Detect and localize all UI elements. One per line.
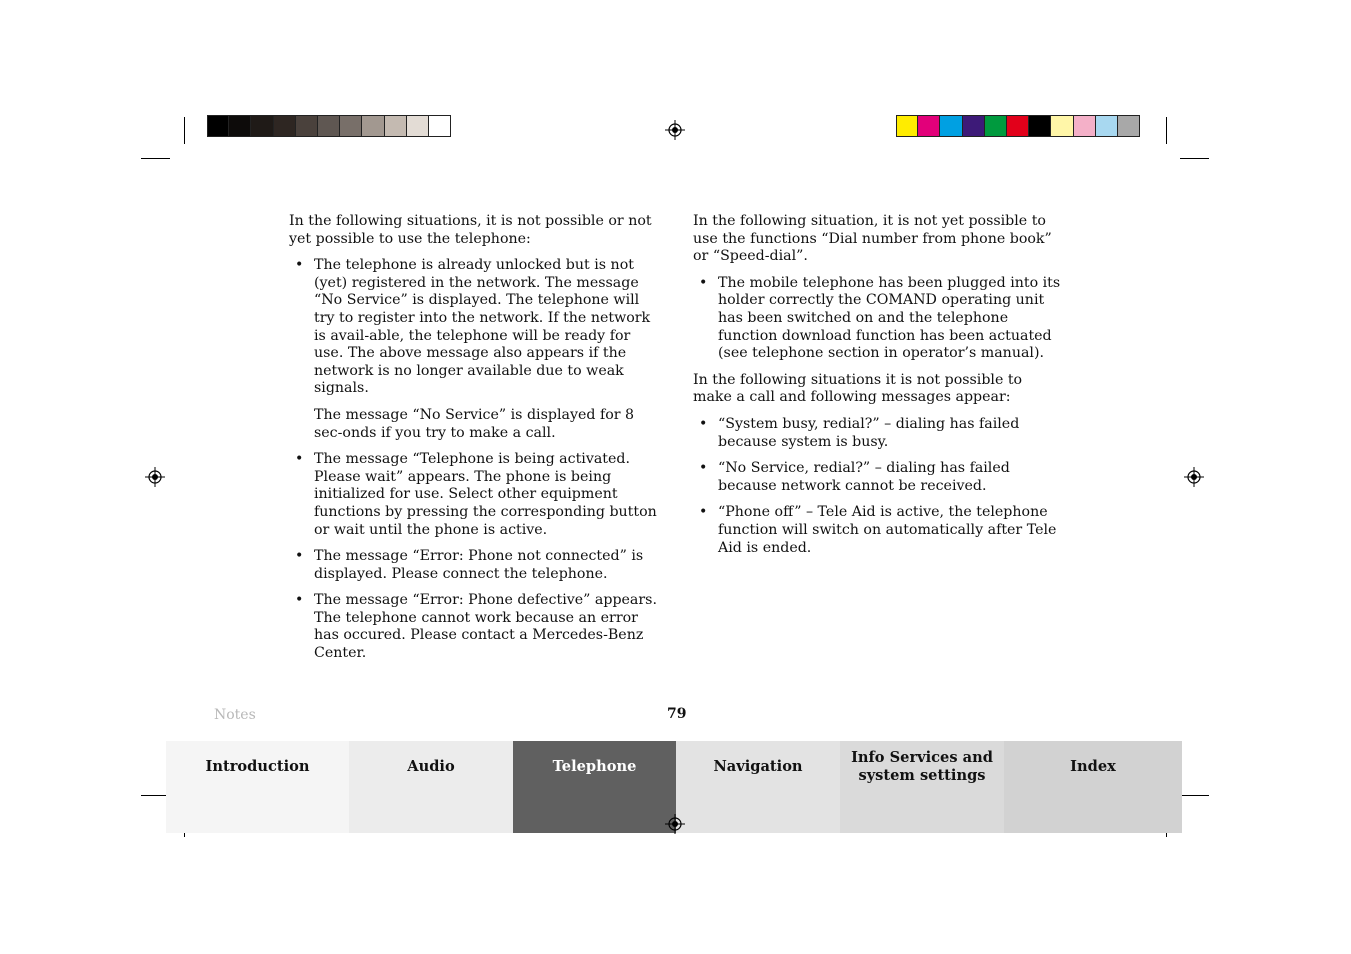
situation-list xyxy=(289,257,657,398)
intro-paragraph: In the following situation, it is not yet possible to use the functions “Dial number from phone book” or “Speed-dial”. xyxy=(693,213,1052,265)
color-swatch xyxy=(296,115,318,137)
list-item: • “Phone off” – Tele Aid is active, the telephone function will switch on automatically after Tele Aid is ended. xyxy=(693,504,1061,557)
situation-list xyxy=(693,275,1061,363)
message-list xyxy=(693,416,1061,557)
color-swatch xyxy=(318,115,340,137)
color-swatch xyxy=(251,115,273,137)
process-color-bar xyxy=(896,115,1140,137)
intro-paragraph: In the following situations, it is not possible or not yet possible to use the telephone: xyxy=(289,213,652,247)
section-label: Notes xyxy=(214,707,256,723)
tab-introduction[interactable] xyxy=(166,741,349,833)
list-item: • The message “Telephone is being activated. Please wait” appears. The phone is being initialized for use. Select other equipment functions by pressing the corresponding button or wait until the phone is active. xyxy=(289,451,657,539)
gray-color-bar xyxy=(207,115,451,137)
color-swatch xyxy=(896,115,918,137)
right-text-column xyxy=(693,213,1061,566)
situation-list xyxy=(289,451,657,663)
crop-mark xyxy=(141,158,170,159)
left-text-column xyxy=(289,213,657,672)
page-number: 79 xyxy=(667,706,687,722)
tab-label: Index xyxy=(1070,758,1116,775)
intro-paragraph: In the following situations it is not possible to make a call and following messages appear: xyxy=(693,371,1023,406)
list-item: • The message “Error: Phone defective” appears. The telephone cannot work because an error has occured. Please contact a Mercedes-Benz Center. xyxy=(289,592,657,662)
registration-mark-icon xyxy=(1184,467,1204,487)
crop-mark xyxy=(184,117,185,144)
list-item: • “No Service, redial?” – dialing has failed because network cannot be received. xyxy=(693,460,1061,495)
color-swatch xyxy=(340,115,362,137)
color-swatch xyxy=(1096,115,1118,137)
color-swatch xyxy=(407,115,429,137)
color-swatch xyxy=(1074,115,1096,137)
registration-mark-icon xyxy=(665,814,685,834)
list-item xyxy=(289,257,657,398)
tab-navigation[interactable] xyxy=(676,741,840,833)
registration-mark-icon xyxy=(145,467,165,487)
list-item: • The message “Error: Phone not connected” is displayed. Please connect the telephone. xyxy=(289,548,657,583)
color-swatch xyxy=(1118,115,1140,137)
registration-mark-icon xyxy=(665,120,685,140)
color-swatch xyxy=(1007,115,1029,137)
tab-index[interactable] xyxy=(1004,741,1182,833)
tab-label: Telephone xyxy=(552,758,637,775)
color-swatch xyxy=(985,115,1007,137)
color-swatch xyxy=(940,115,962,137)
list-item: • “System busy, redial?” – dialing has failed because system is busy. xyxy=(693,416,1061,451)
note-paragraph: The message “No Service” is displayed for 8 sec-onds if you try to make a call. xyxy=(314,406,635,441)
crop-mark xyxy=(1180,158,1209,159)
color-swatch xyxy=(385,115,407,137)
tab-telephone[interactable] xyxy=(513,741,676,833)
crop-mark xyxy=(1180,795,1209,796)
color-swatch xyxy=(274,115,296,137)
color-swatch xyxy=(429,115,451,137)
tab-label: Introduction xyxy=(205,758,310,775)
color-swatch xyxy=(918,115,940,137)
list-item: • The mobile telephone has been plugged into its holder correctly the COMAND operating unit has been switched on and the telephone function download function has been actuated (see telephone section in operator’s manual). xyxy=(693,275,1061,363)
tab-label: Navigation xyxy=(713,758,803,775)
color-swatch xyxy=(207,115,229,137)
color-swatch xyxy=(1029,115,1051,137)
tab-audio[interactable] xyxy=(349,741,513,833)
color-swatch xyxy=(362,115,384,137)
crop-mark xyxy=(1166,117,1167,144)
color-swatch xyxy=(1051,115,1073,137)
list-item-text: • The telephone is already unlocked but is not (yet) registered in the network. The message “No Service” is displayed. The telephone will try to register into the network. If the network is avail-able, the telephone will be ready for use. The above message also appears if the network is no longer available due to weak signals. xyxy=(314,257,651,397)
color-swatch xyxy=(229,115,251,137)
tab-info-services-and-system-settings[interactable] xyxy=(840,741,1004,833)
tab-label: Info Services and system settings xyxy=(851,749,993,784)
color-swatch xyxy=(963,115,985,137)
tab-label: Audio xyxy=(407,758,455,775)
